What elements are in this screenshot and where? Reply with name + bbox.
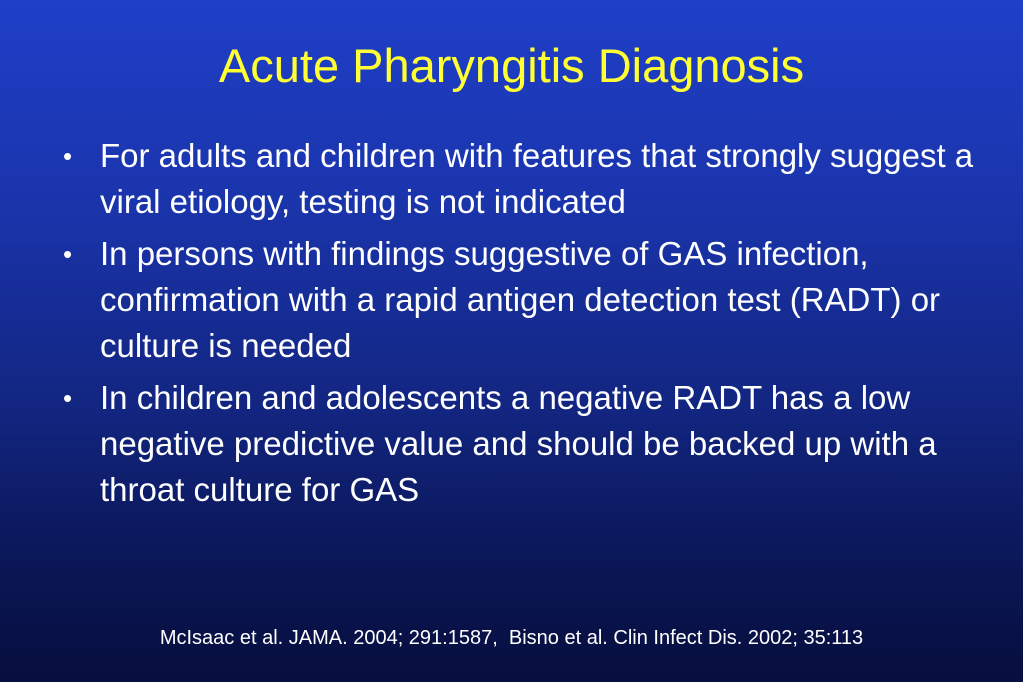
citation-footer: McIsaac et al. JAMA. 2004; 291:1587, Bisno et al. Clin Infect Dis. 2002; 35:113: [159, 627, 864, 649]
bullet-text: For adults and children with features that strongly suggest a viral etiology, testing is not indicated: [100, 137, 974, 220]
bullet-marker: •: [63, 141, 73, 171]
bullet-text: In children and adolescents a negative RADT has a low negative predictive value and should be backed up with a throat culture for GAS: [100, 379, 937, 508]
bullet-item: [60, 133, 995, 225]
bullet-marker: •: [63, 239, 73, 269]
slide-title: Acute Pharyngitis Diagnosis: [218, 39, 805, 92]
bullet-item: [60, 375, 995, 513]
bullet-text: In persons with findings suggestive of GAS infection, confirmation with a rapid antigen detection test (RADT) or culture is needed: [100, 235, 941, 364]
bullet-marker: •: [63, 383, 73, 413]
bullet-list: [60, 133, 995, 519]
bullet-item: [60, 231, 995, 369]
